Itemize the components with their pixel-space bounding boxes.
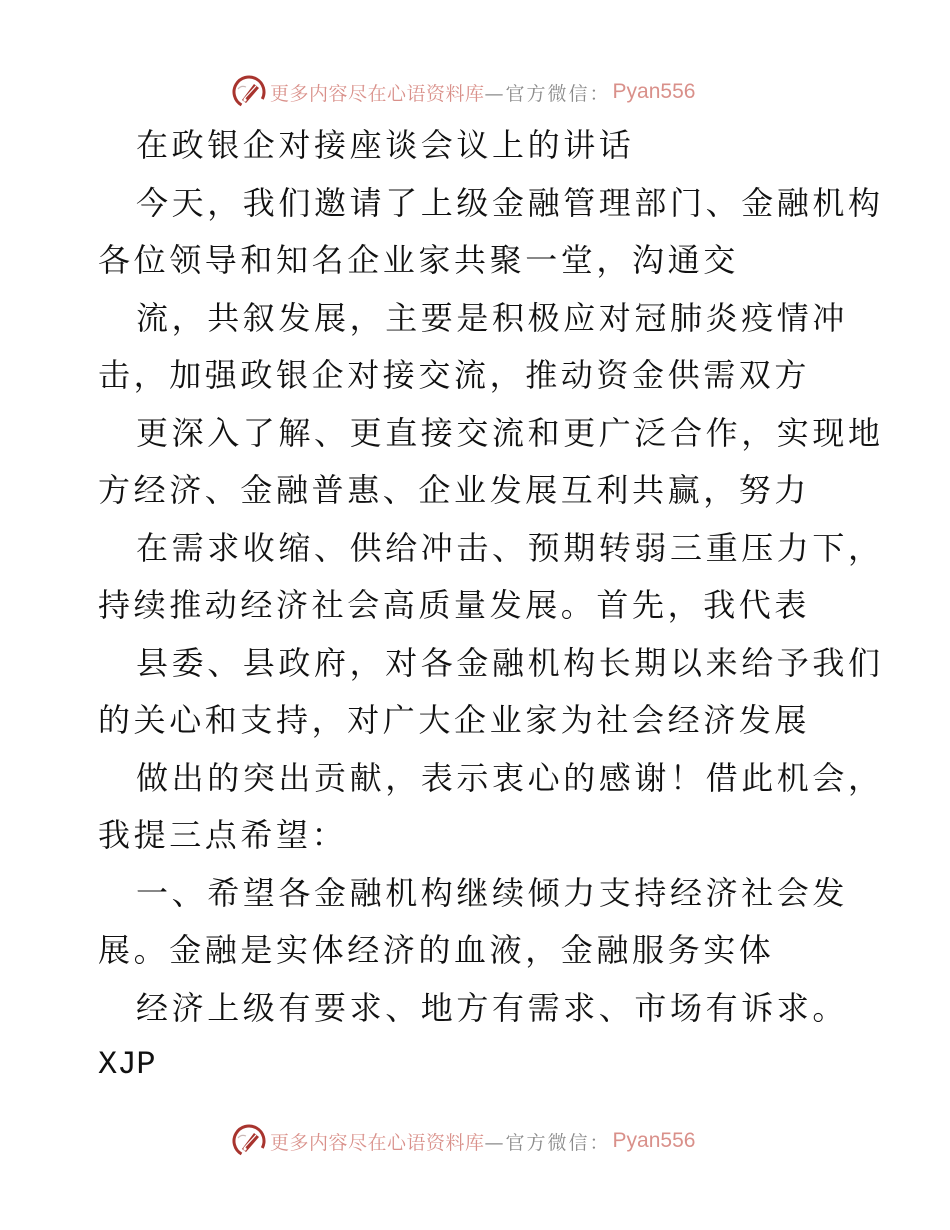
paragraph-line: 流，共叙发展，主要是积极应对冠肺炎疫情冲 (136, 299, 849, 337)
header-watermark (232, 72, 712, 112)
document-title: 在政银企对接座谈会议上的讲话 (136, 126, 635, 164)
paragraph-line: 持续推动经济社会高质量发展。首先，我代表 (98, 586, 811, 624)
paragraph-line: 一、希望各金融机构继续倾力支持经济社会发 (136, 874, 849, 912)
paragraph-line: 各位领导和知名企业家共聚一堂，沟通交 (98, 241, 739, 279)
footer-watermark (232, 1121, 712, 1161)
paragraph-line: 方经济、金融普惠、企业发展互利共赢，努力 (98, 471, 811, 509)
paragraph-line: 做出的突出贡献，表示衷心的感谢！借此机会， (136, 759, 884, 797)
watermark-wechat-label: —官方微信： (484, 1131, 611, 1154)
paragraph-line: 今天，我们邀请了上级金融管理部门、金融机构 (136, 184, 884, 222)
watermark-wechat-id: Pyan556 (612, 80, 696, 103)
paragraph-line: 展。金融是实体经济的血液，金融服务实体 (98, 931, 775, 969)
pen-nib-logo-icon (232, 75, 266, 109)
paragraph-line: 我提三点希望： (98, 816, 348, 854)
watermark-wechat-label: —官方微信： (484, 82, 611, 105)
paragraph-line: XJP (98, 1046, 156, 1083)
paragraph-line: 的关心和支持，对广大企业家为社会经济发展 (98, 701, 811, 739)
pen-nib-logo-icon (232, 1124, 266, 1158)
paragraph-line: 击，加强政银企对接交流，推动资金供需双方 (98, 356, 811, 394)
watermark-library-text: 更多内容尽在心语资料库 (270, 82, 485, 105)
paragraph-line: 在需求收缩、供给冲击、预期转弱三重压力下， (136, 529, 884, 567)
watermark-library-text: 更多内容尽在心语资料库 (270, 1131, 485, 1154)
paragraph-line: 经济上级有要求、地方有需求、市场有诉求。 (136, 989, 849, 1027)
paragraph-line: 更深入了解、更直接交流和更广泛合作，实现地 (136, 414, 884, 452)
watermark-wechat-id: Pyan556 (612, 1129, 696, 1152)
paragraph-line: 县委、县政府，对各金融机构长期以来给予我们 (136, 644, 884, 682)
